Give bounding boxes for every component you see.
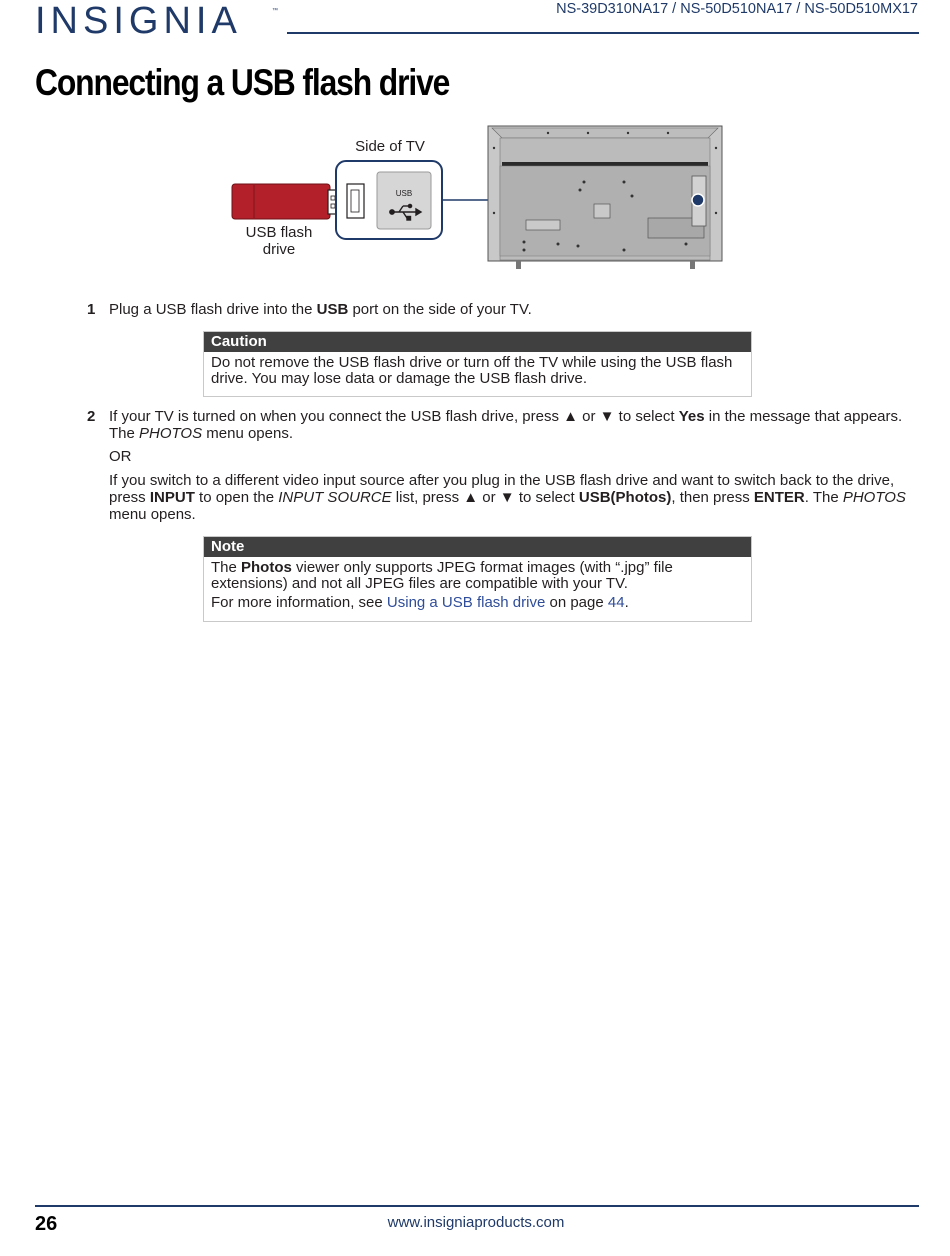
footer-url[interactable]: www.insigniaproducts.com [387,1214,565,1231]
note-heading: Note [204,537,751,557]
model-numbers: NS-39D310NA17 / NS-50D510NA17 / NS-50D510MX17 [556,1,918,17]
page-number: 26 [35,1213,58,1235]
footer-rule [35,1205,919,1207]
using-usb-flash-drive-link[interactable]: Using a USB flash drive [386,594,546,611]
usb-port-panel [377,172,431,229]
note-box [203,536,752,622]
caution-heading: Caution [204,332,751,352]
trademark-symbol: ™ [272,8,278,14]
usb-flash-drive-illustration [232,184,344,219]
usb-port-marker [692,194,704,206]
side-of-tv-label: Side of TV [355,138,425,155]
note-text: The Photos viewer only supports JPEG format images (with “.jpg” file extensions) and not all JPEG files are compatible with your TV. [211,559,673,592]
step-2-text: If your TV is turned on when you connect the USB flash drive, press ▲ or ▼ to select Yes in the message that appears. The PHOTOS menu opens. [109,408,903,442]
insignia-logo: INSIGNIA [35,0,242,42]
step-number: 2 [87,408,96,425]
drive-label-line1: USB flash [245,224,313,241]
tv-back-illustration [488,126,722,269]
step-1-text: Plug a USB flash drive into the USB port on the side of your TV. [109,301,532,318]
step-number: 1 [87,301,96,318]
header-rule [287,32,919,34]
or-separator: OR [109,448,132,465]
note-more-info: For more information, see Using a USB flash drive on page 44. [211,594,629,611]
usb-port-label: USB [395,189,413,198]
step-2-alternative-text: If you switch to a different video input source after you plug in the USB flash drive and want to switch back to the drive, press INPUT to open the INPUT SOURCE list, press ▲ or ▼ to select USB(Photos), then press ENTER. The PHOTOS menu opens. [109,472,906,523]
usb-connection-diagram [228,118,728,270]
page-44-link[interactable]: 44 [607,594,625,611]
caution-text: Do not remove the USB flash drive or turn off the TV while using the USB flash drive. You may lose data or damage the USB flash drive. [211,354,733,387]
page-title: Connecting a USB flash drive [35,62,450,103]
drive-label-line2: drive [262,241,296,258]
caution-box [203,331,752,397]
